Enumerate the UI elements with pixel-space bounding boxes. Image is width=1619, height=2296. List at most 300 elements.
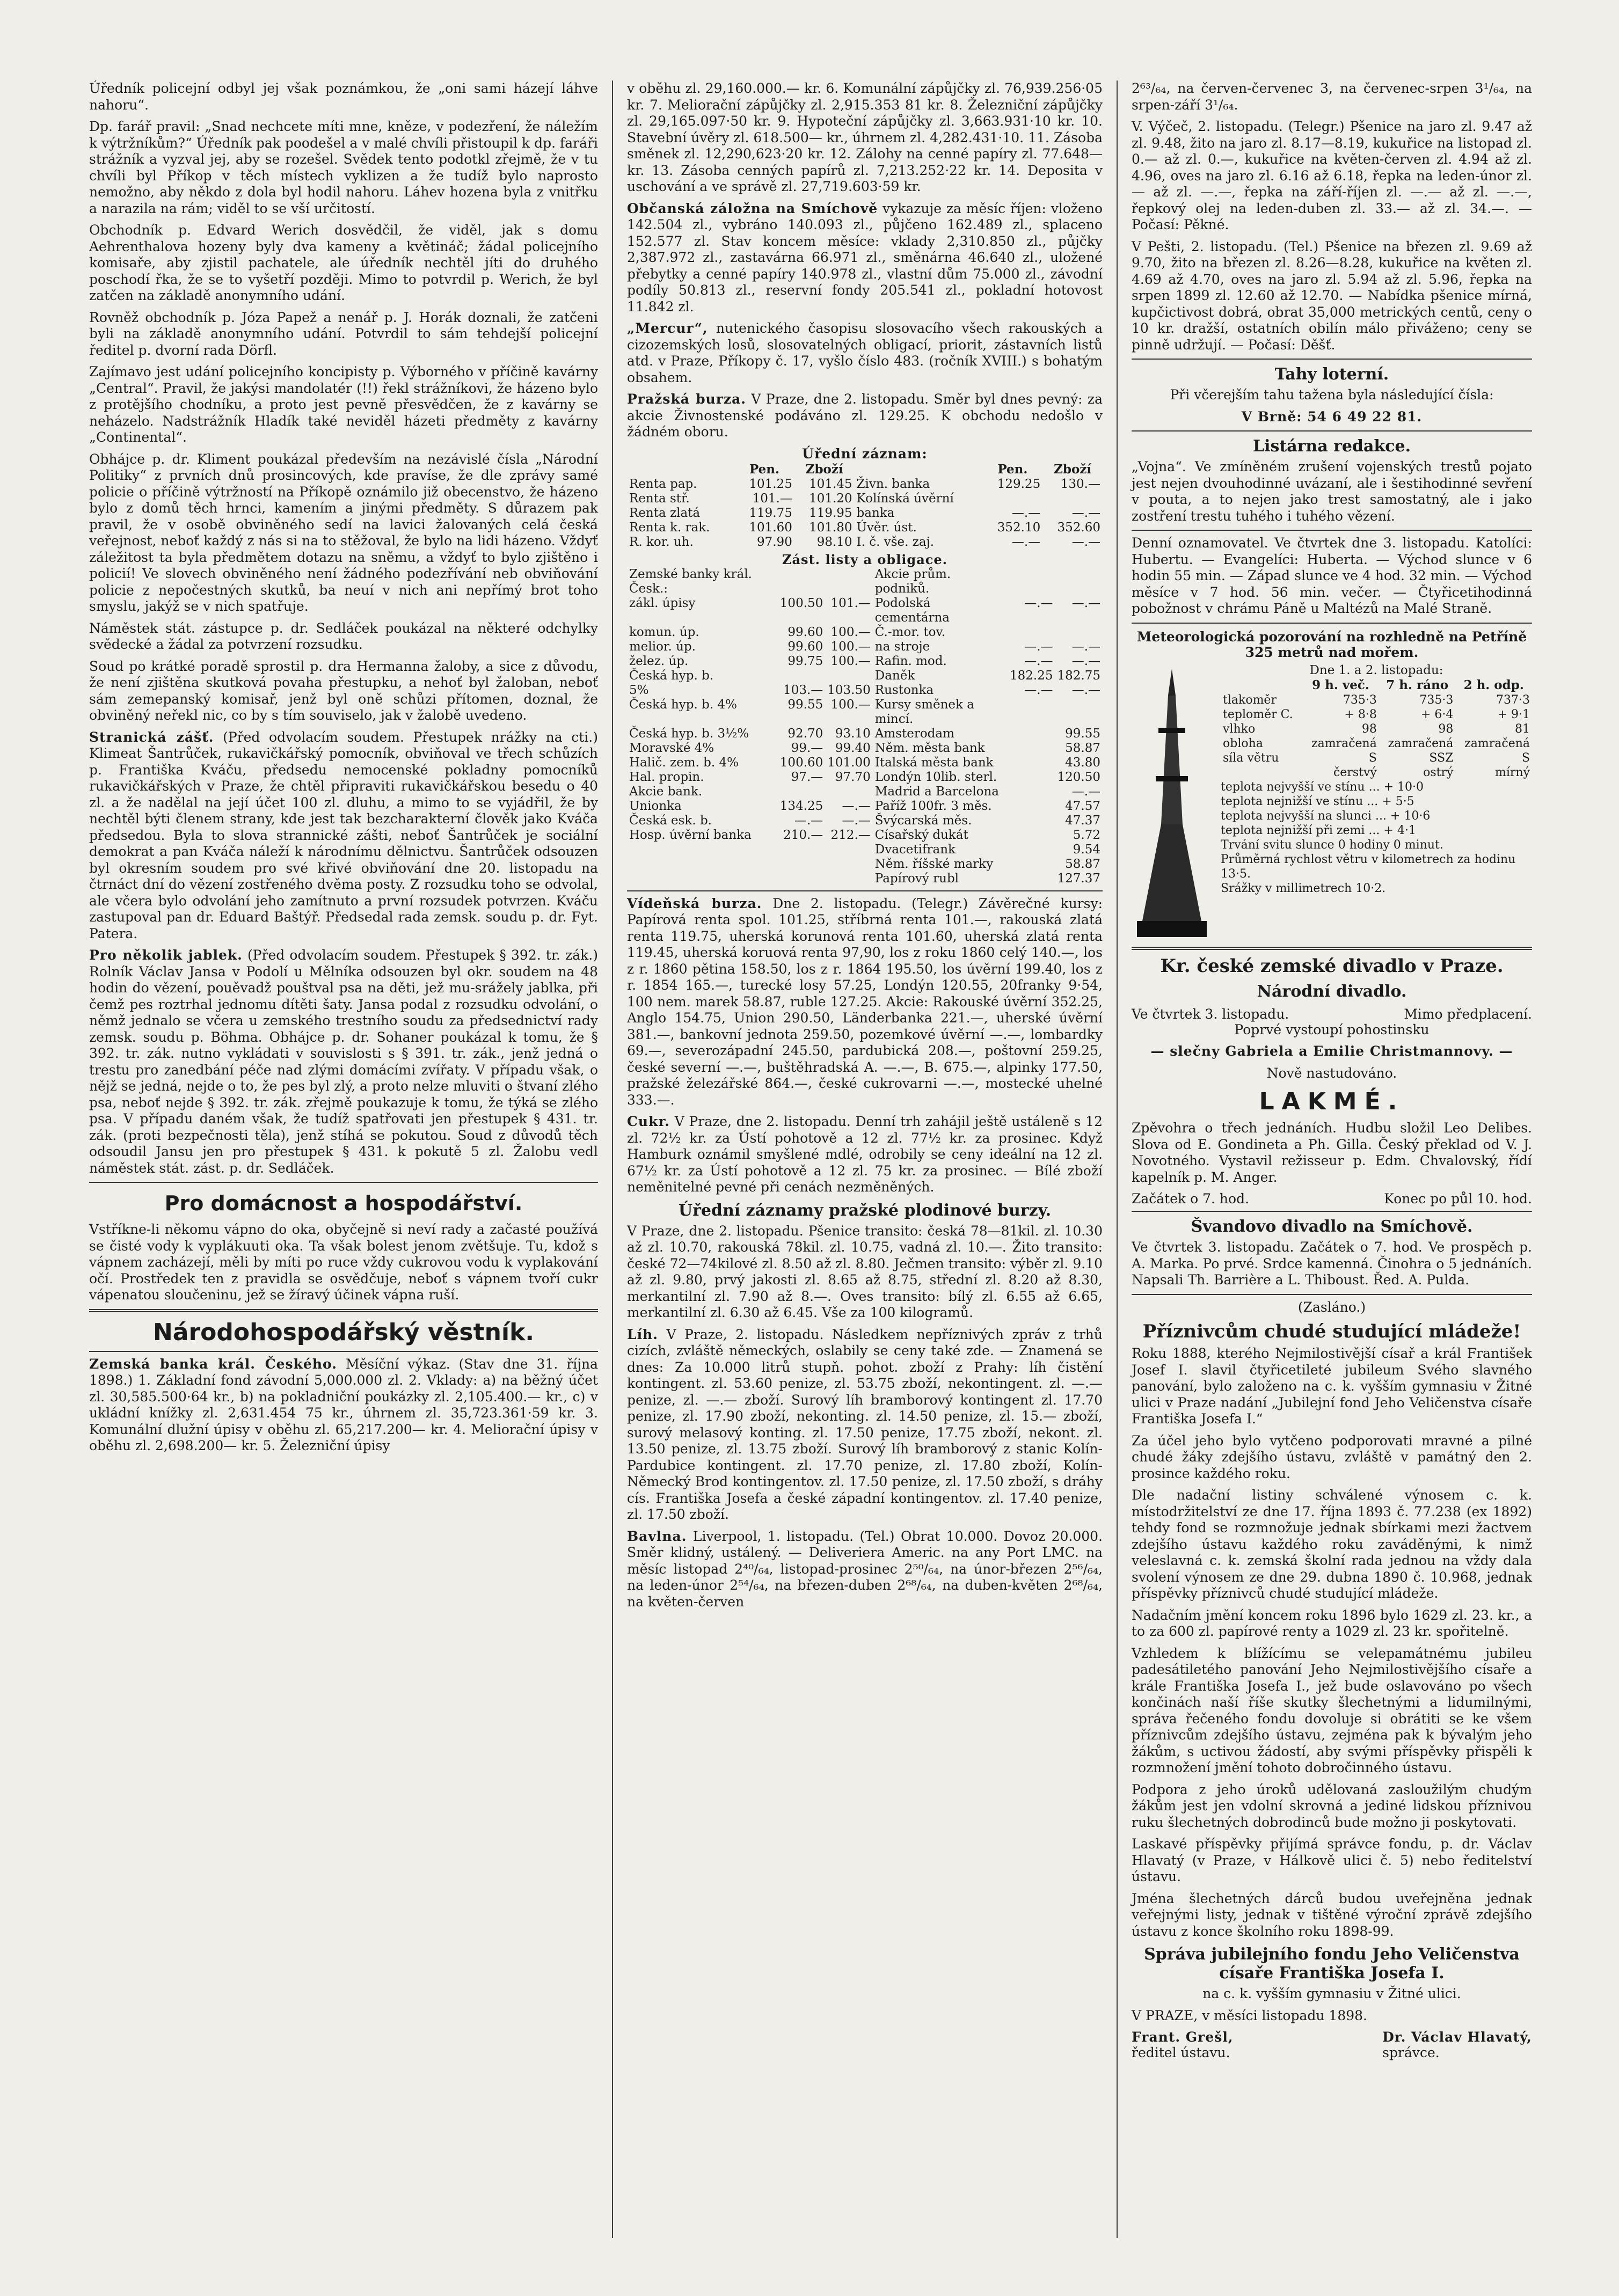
table-cell: 134.25 — [779, 799, 823, 813]
table-cell: 101.25 — [749, 477, 792, 491]
lottery-numbers: V Brně: 54 6 49 22 81. — [1241, 408, 1423, 425]
headline-sprava-fondu: Správa jubilejního fondu Jeho Veličenstva císaře Františka Josefa I. — [1144, 1945, 1520, 1983]
table-cell: 43.80 — [1065, 755, 1100, 770]
section-heading-vestnik: Národohospodářský věstník. — [152, 1318, 535, 1346]
table-row — [627, 785, 1103, 799]
paragraph: Náměstek stát. zástupce p. dr. Sedláček poukázal na některé odchylky svědecké a žádal za potvrzení rozsudku. — [89, 620, 598, 652]
observation-line: teplota nejnižší při zemi ... + 4·1 — [1221, 823, 1416, 837]
table-row — [627, 492, 1103, 506]
table-cell: 103.— — [783, 683, 823, 697]
article-bavlna — [627, 1529, 1103, 1611]
table-cell: —.— — [794, 813, 823, 828]
article-text: Liverpool, 1. listopadu. (Tel.) Obrat 10.000. Dovoz 20.000. Směr klidný, ustálený. — Deliveriera Americ. na any Port LMC. na měsíc listopad 2⁴⁰/₆₄, listopad-prosinec 2⁵⁰/₆₄, na únor-březen 2⁵⁶/₆₄, na leden-únor 2⁵⁴/₆₄, na březen-duben 2⁶⁸/₆₄, na duben-květen 2⁶⁸/₆₄, na květen-červen — [627, 1528, 1103, 1610]
table-cell — [1008, 843, 1055, 857]
table-cell — [778, 857, 825, 872]
table-row — [1221, 765, 1532, 780]
table-cell: želez. úp. — [629, 654, 689, 668]
observation-line: teplota nejnižší ve stínu ... + 5·5 — [1221, 794, 1414, 808]
table-title: Zást. listy a obligace. — [782, 551, 947, 567]
table-cell: 58.87 — [1065, 741, 1100, 755]
table-cell: 101.45 — [809, 477, 852, 491]
table-row — [627, 567, 1103, 596]
table-cell: 735·3 — [1343, 693, 1377, 707]
end-time: Konec po půl 10. hod. — [1384, 1191, 1532, 1207]
table-cell: 182.75 — [1057, 668, 1100, 683]
observation-data — [1221, 663, 1532, 896]
table-cell — [1008, 857, 1055, 872]
signature-name: Dr. Václav Hlavatý, — [1382, 2029, 1532, 2045]
table-row — [627, 872, 1103, 886]
table-cell — [825, 843, 872, 857]
table-cell: Renta zlatá — [629, 506, 701, 520]
table-cell: —.— — [1071, 596, 1100, 610]
table-cell: Něm. města bank — [874, 741, 985, 755]
table-cell: Akcie bank. — [629, 784, 703, 799]
table-cell: 100.— — [830, 625, 871, 639]
table-cell: 101.20 — [809, 491, 852, 506]
table-row — [627, 535, 1103, 550]
table-cell: 98 — [1361, 722, 1377, 736]
table-cell: 99.60 — [787, 625, 823, 639]
table-cell: Něm. říšské marky — [874, 857, 994, 871]
table-cell: Živn. banka — [856, 477, 930, 491]
article-text: V Praze, dne 2. listopadu. Denní trh zahájil ještě ustáleně s 12 zl. 72½ kr. za Ústí pohotově a 12 zl. 77½ kr. za prosinec. Když Hamburk oznámil smyšlené mdlé, odrobily se ceny ideální na 12 zl. 67½ kr. za Ústí pohotově a 12 zl. 75 kr. za prosinec. — Bílé zboží neměnitelné pevné při cenách nezměněných. — [627, 1114, 1103, 1195]
table-cell: 212.— — [830, 828, 871, 842]
observation-line: Průměrná rychlost větru v kilometrech za hodinu 13·5. — [1221, 852, 1516, 881]
table-cell — [1008, 756, 1055, 770]
table-cell: vlhko — [1223, 722, 1256, 736]
column-header: Pen. — [749, 462, 780, 477]
table-cell — [778, 567, 825, 596]
table-cell: Česká esk. b. — [629, 813, 712, 828]
table-cell — [825, 785, 872, 799]
headline-plodinova-burza: Úřední záznamy pražské plodinové burzy. — [678, 1201, 1052, 1220]
article-strany — [89, 729, 598, 942]
paragraph: Při včerejším tahu tažena byla následující čísla: — [1170, 387, 1494, 403]
table-row — [627, 814, 1103, 828]
table-cell — [1008, 828, 1055, 843]
table-cell: 99.40 — [835, 741, 871, 755]
table-cell — [627, 843, 778, 857]
article-jablek — [89, 947, 598, 1176]
table-cell: 129.25 — [997, 477, 1041, 491]
table-cell: 103.50 — [827, 683, 871, 697]
table-row — [1221, 736, 1532, 751]
table-cell: 735·3 — [1419, 693, 1454, 707]
divider — [1132, 1211, 1532, 1212]
table-cell — [1055, 625, 1103, 640]
petrin-tower-icon — [1132, 663, 1212, 942]
table-cell: 99.75 — [787, 654, 823, 668]
article-mercur — [627, 320, 1103, 386]
observation-line: Trvání svitu slunce 0 hodiny 0 minut. — [1221, 838, 1443, 852]
column-header: 9 h. več. — [1312, 677, 1369, 692]
column-1 — [75, 81, 612, 2238]
article-zemska-banka — [89, 1356, 598, 1454]
table-cell: melior. úp. — [629, 639, 696, 654]
paragraph: Vzhledem k blížícímu se velepamátnému jubileu padesátiletého panování Jeho Nejmilostivějšího císaře a krále Františka Josefa I., jež bude oslavováno po všech končinách naší říše skutky šlechetnými a lidumilnými, správa řečeného fondu dovoluje si obrátiti se ke všem příznivcům zdejšího ústavu, zejména pak k bývalým jeho žákům, s uctivou žádostí, aby svými příspěvky přispěli k rozmnožení jmění tohoto dobročinného ústavu. — [1132, 1645, 1532, 1775]
headline-prazska-burza: Pražská burza. — [627, 391, 747, 407]
table-row — [627, 770, 1103, 785]
article-text: Měsíční výkaz. (Stav dne 31. října 1898.) 1. Základní fond závodní 5,000.000 zl. 2. Vklady: a) na běžný účet zl. 30,585.500·64 kr., b) na pokladniční poukázky zl. 2,105.400.— kr., c) v ukládní knížky zl. 2,631.454 75 kr., úhrnem zl. 35,723.361·59 kr. 3. Komunální dlužní úpisy v oběhu zl. 65,217.200— kr. 4. Meliorační úpisy v oběhu zl. 2,698.200— kr. 5. Železniční úpisy — [89, 1356, 598, 1453]
table-cell: —.— — [1024, 654, 1053, 668]
divider — [1132, 1294, 1532, 1295]
table-cell: Rustonka — [874, 683, 934, 697]
table-cell — [627, 857, 778, 872]
table-cell — [778, 669, 825, 683]
observation-date: Dne 1. a 2. listopadu: — [1309, 663, 1443, 677]
table-cell: Kursy směnek a mincí. — [874, 697, 974, 726]
table-cell: —.— — [1024, 639, 1053, 654]
table-cell: 47.57 — [1065, 799, 1100, 813]
paragraph: Nadačním jmění koncem roku 1896 bylo 1629 zl. 23. kr., a to za 600 zl. papírové renty a 1029 zl. 23 kr. spořitelně. — [1132, 1607, 1532, 1639]
table-cell: + 6·4 — [1420, 707, 1454, 721]
paragraph: Za účel jeho bylo vytčeno podporovati mravné a pilné chudé žáky zdejšího ústavu, zvláště v památný den 2. prosince každého roku. — [1132, 1432, 1532, 1481]
table-cell: 100.— — [830, 639, 871, 654]
table-row — [627, 521, 1103, 535]
paragraph: Zajímavo jest udání policejního koncipisty p. Výborného v příčině kavárny „Central“. Pravil, že jakýsi mandolatér (!!) řekl strážníkovi, že házeno bylo z protějšího chodníku, a proto jest pevně přesvědčen, že z kavárny se neházelo. Nadstrážník Hladík také neviděl házeti předměty z kavárny „Continental“. — [89, 364, 598, 445]
headline-cukr: Cukr. — [627, 1114, 670, 1129]
table-cell — [1221, 765, 1302, 780]
table-cell: Dvacetifrank — [874, 842, 956, 857]
table-cell: 100.60 — [779, 755, 823, 770]
observation-line: teplota nejvyšší na slunci ... + 10·6 — [1221, 809, 1431, 823]
table-cell — [1008, 625, 1055, 640]
divider — [1132, 359, 1532, 360]
paragraph: Zpěvohra o třech jednáních. Hudbu složil Leo Delibes. Slova od E. Gondineta a Ph. Gilla. Český překlad od V. J. Novotného. Vystavil režisseur p. Edm. Chvalovský, řídí kapelník p. M. Anger. — [1132, 1120, 1532, 1185]
table-cell: 100.— — [830, 654, 871, 668]
table-cell: —.— — [1071, 683, 1100, 697]
meteo-block — [1132, 663, 1532, 942]
table-row — [627, 477, 1103, 492]
table-row — [627, 741, 1103, 756]
table-cell: + 9·1 — [1497, 707, 1530, 721]
table-cell: 5% — [629, 683, 649, 697]
table-cell: Švýcarská měs. — [874, 813, 972, 828]
headline-videnska-burza: Vídeňská burza. — [627, 895, 762, 911]
table-cell: tlakoměr — [1223, 693, 1277, 707]
headline-pro-nekolik-jablek: Pro několik jablek. — [89, 947, 243, 963]
table-cell: 101.80 — [809, 520, 852, 535]
paragraph: V Praze, dne 2. listopadu. Pšenice transito: česká 78—81kil. zl. 10.30 až zl. 10.70, rakouská 78kil. zl. 10.75, vadná zl. 10.—. Žito transito: české 72—74kilové zl. 8.50 až zl. 8.80. Ječmen transito: výběr zl. 9.10 až zl. 9.80, prvý jakosti zl. 8.65 až 8.75, střední zl. 8.20 až 8.30, merkantilní zl. 7.90 až 8.—. Oves transito: bílý zl. 6.55 až 6.65, merkantilní zl. 6.30 až 6.45. Vše za 100 kilogramů. — [627, 1223, 1103, 1320]
table-cell: 100.50 — [779, 596, 823, 610]
table-cell: 92.70 — [787, 726, 823, 741]
table-cell: Madrid a Barcelona — [874, 784, 999, 799]
table-cell: Rafin. mod. — [874, 654, 947, 668]
table-cell: Paříž 100fr. 3 měs. — [874, 799, 992, 813]
table-cell: 97.— — [791, 770, 823, 784]
observation-extra — [1221, 780, 1532, 896]
headline-lih: Líh. — [627, 1326, 658, 1342]
table-cell: Italská města bank — [874, 755, 994, 770]
table-cell: 98.10 — [816, 535, 852, 549]
table-cell: + 8·8 — [1344, 707, 1377, 721]
table-row — [627, 756, 1103, 770]
paragraph: v oběhu zl. 29,160.000.— kr. 6. Komunální zápůjčky zl. 76,939.256·05 kr. 7. Meliorační zápůjčky zl. 2,915.353 81 kr. 8. Železniční zápůjčky zl. 29,165.097·50 kr. 9. Hypoteční zápůjčky zl. 3,663.931·10 kr. 10. Stavební úvěry zl. 618.500— kr., úhrnem zl. 4,282.431·10. 11. Zásoba směnek zl. 12,290,623·20 kr. 12. Zálohy na cenné papíry zl. 77.648— kr. 13. Zásoba cenných papírů zl. 7,213.252·22 kr. 14. Deposita v uschování a ve správě zl. 27,719.603·59 kr. — [627, 81, 1103, 194]
theatre-date-row — [1132, 1006, 1532, 1022]
signature-role: správce. — [1382, 2045, 1440, 2060]
divider — [1132, 530, 1532, 531]
table-cell: Podolská cementárna — [874, 596, 950, 625]
article-text: vykazuje za měsíc říjen: vloženo 142.504 zl., vybráno 140.093 zl., půjčeno 162.489 zl., splaceno 152.577 zl. Stav koncem měsíce: vklady 2,310.850 zl., půjčky 2,387.972 zl., zastavárna 66.971 zl., směnárna 46.640 zl., uložené přebytky a cenné papíry 140.978 zl., vlastní dům 75.000 zl., závodní podíly 50.813 zl., reservní fondy 205.541 zl., pokladní hotovost 11.842 zl. — [627, 200, 1103, 315]
table-cell: —.— — [1071, 535, 1100, 549]
table-cell — [1008, 785, 1055, 799]
table-cell: banka — [856, 506, 895, 520]
column-header: Pen. — [997, 462, 1028, 477]
article-text: V Praze, 2. listopadu. Následkem nepříznivých zpráv z trhů cizích, zvláště německých, oslabily se ceny také zde. — Znamená se dnes: Za 10.000 litrů stupň. pohot. zboží z Prahy: líh čistění kontingent. zl. 53.60 penize, zl. 53.75 zboží, nekontingent. zl. —.— penize, zl. —.— zboží. Surový líh bramborový kontingent zl. 17.70 penize, zl. 17.90 zboží, nekonting. zl. 14.50 penize, zl. 15.— zboží, surový melasový konting. zl. 17.50 penize, 17.75 zboží, nekont. zl. 13.50 penize, zl. 13.75 zboží. Surový líh bramborový z stanic Kolín-Pardubice kontingent. zl. 17.70 penize, zl. 17.80 zboží, Kolín-Německý Brod kontingentov. zl. 17.50 penize, zl. 17.50 zboží, s dráhy cís. Františka Josefa a české západní kontingentov. zl. 17.40 penize, zl. 17.50 zboží. — [627, 1326, 1103, 1522]
paragraph: Obhájce p. dr. Kliment poukázal především na nezávislé čísla „Národní Politiky“ z prvních dnů prosincových, kde pravíse, že dle zprávy samé policie o příčině výtržností na Příkopě oznámilo již obecenstvo, že házeno bylo z domů těch hrnci, kamením a jinými předměty. S důrazem pak pravil, že v osobě obviněného sedí na lavici žalovaných celá česká veřejnost, neboť každý z nás si na to stěžoval, že bylo na lidi házeno. Vždyť záležitost ta byla předmětem dotazu na sněmu, a vždyť to bylo zjištěno i policií! Ve slovech obviněného není žádného podezřívání neb obviňování policie z nepočestných skutků, ba neuí v nich ani nepřímý brot toho smyslu, jakýž se v nich spatřuje. — [89, 451, 598, 614]
headline-stranicka-zast: Stranická zášť. — [89, 729, 214, 745]
table-cell: Amsterodam — [874, 726, 954, 741]
paragraph: V PRAZE, v měsíci listopadu 1898. — [1132, 2007, 1368, 2023]
paragraph: Nově nastudováno. — [1266, 1065, 1397, 1081]
table-cell — [778, 843, 825, 857]
paragraph: na c. k. vyšším gymnasiu v Žitné ulici. — [1202, 1986, 1461, 2001]
table-cell: 127.37 — [1057, 871, 1100, 886]
table-row — [627, 843, 1103, 857]
table-row — [627, 857, 1103, 872]
column-header: 2 h. odp. — [1463, 677, 1524, 692]
table-cell — [1055, 698, 1103, 727]
paragraph: Laskavé příspěvky přijímá správce fondu, p. dr. Václav Hlavatý (v Praze, v Hálkově ulici č. 5) nebo ředitelství ústavu. — [1132, 1836, 1532, 1884]
table-row — [627, 640, 1103, 654]
column-header — [627, 462, 734, 477]
table-cell: 101.— — [830, 596, 871, 610]
table-row — [627, 506, 1103, 521]
table-cell — [778, 785, 825, 799]
table-cell — [627, 872, 778, 886]
table-cell — [983, 492, 1043, 506]
divider — [1132, 947, 1532, 950]
table-cell: 47.37 — [1065, 813, 1100, 828]
table-cell: 210.— — [783, 828, 823, 842]
table-cell: 99.55 — [787, 697, 823, 712]
paragraph: Obchodník p. Edvard Werich dosvědčil, že viděl, jak s domu Aehrenthalova hozeny byly dva kameny a květináč; žádal policejního komisaře, aby zjistil pachatele, ale úředník nechtěl jíti do druhého poschodí řka, že se to vyšetří později. Mimo to potvrdil p. Werich, že byl zatčen na základě anonymního udání. — [89, 222, 598, 303]
theatre-time-row — [1132, 1191, 1532, 1207]
observation-line: teplota nejvyšší ve stínu ... + 10·0 — [1221, 780, 1424, 794]
table-cell: —.— — [1011, 535, 1041, 549]
table-row — [627, 654, 1103, 669]
paragraph: Ve čtvrtek 3. listopadu. Začátek o 7. hod. Ve prospěch p. A. Marka. Po prvé. Srdce kamenná. Činohra o 5 jednáních. Napsali Th. Barrière a L. Thiboust. Řed. A. Pulda. — [1132, 1239, 1532, 1288]
signature-left — [1132, 2029, 1234, 2060]
table-row — [1221, 707, 1532, 722]
paragraph: Rovněž obchodník p. Józa Papež a nenář p. J. Horák doznali, že zatčeni byli na základě anonymního udání. Potvrdil to sám tehdejší policejní ředitel p. dvorní rada Dörfl. — [89, 309, 598, 358]
table-cell: zákl. úpisy — [629, 596, 696, 610]
table-row — [1221, 751, 1532, 765]
theatre-date: Ve čtvrtek 3. listopadu. — [1132, 1006, 1289, 1022]
table-cell: 93.10 — [835, 726, 871, 741]
article-text: nutenického časopisu slosovacího všech rakouských a cizozemských losů, slosovatelných obligací, priorit, zástavních listů atd. v Praze, Příkopy č. 17, vyšlo číslo 483. (ročník XVIII.) s bohatým obsahem. — [627, 320, 1103, 385]
table-cell: mírný — [1494, 765, 1530, 779]
table-cell: 99.60 — [787, 639, 823, 654]
table-cell — [1008, 741, 1055, 756]
paragraph: „Vojna“. Ve zmíněném zrušení vojenských trestů pojato jest nejen dvouhodinné uvázaní, ale i šestihodinné sevření v pouta, a to nejen jako trest samostatný, ale i jako zostření trestu tuhého i tuhého vězení. — [1132, 459, 1532, 524]
table-cell: Daněk — [874, 668, 915, 683]
table-cell: ostrý — [1423, 765, 1454, 779]
table-cell: —.— — [1071, 506, 1100, 520]
table-cell — [825, 857, 872, 872]
signature-right — [1382, 2029, 1532, 2060]
table-cell: 99.— — [791, 741, 823, 755]
newspaper-page — [75, 81, 1546, 2238]
start-time: Začátek o 7. hod. — [1132, 1191, 1250, 1207]
paragraph: Roku 1888, kterého Nejmilostivější císař a král František Josef I. slavil čtyřicetileté jubileum Svého slavného panování, bylo založeno na c. k. vyšším gymnasiu v Žitné ulici v Praze nadání „Jubilejní fond Jeho Veličenstva císaře Františka Josefa I.“ — [1132, 1346, 1532, 1427]
table-cell: 737·3 — [1496, 693, 1530, 707]
theatre-subscription: Mimo předplacení. — [1404, 1006, 1532, 1022]
table-cell: —.— — [1071, 784, 1100, 799]
table-cell: Londýn 10lib. sterl. — [874, 770, 997, 784]
table-cell — [825, 669, 872, 683]
table-cell: —.— — [842, 799, 871, 813]
table-cell: Renta stř. — [629, 491, 690, 506]
headline-priznivcum: Příznivcům chudé studující mládeže! — [1142, 1321, 1521, 1342]
table-cell: zamračená — [1464, 736, 1530, 750]
headline-narodni-divadlo: Národní divadlo. — [1257, 982, 1407, 1001]
paragraph: Denní oznamovatel. Ve čtvrtek dne 3. listopadu. Katolíci: Hubertu. — Evangelíci: Huberta. — Východ slunce v 6 hodin 55 min. — Západ slunce ve 4 hod. 32 min. — Východ měsíce v 7 hod. 56 min. večer. — Čtyřicetihodinná pobožnost v chrámu Páně u Maltézů na Malé Straně. — [1132, 535, 1532, 616]
table-cell: Úvěr. úst. — [856, 520, 917, 535]
table-cell — [1008, 698, 1055, 727]
table-cell: 5.72 — [1073, 828, 1100, 842]
table-row — [627, 669, 1103, 683]
table-cell: na stroje — [874, 639, 930, 654]
table-cell: Hal. propin. — [629, 770, 704, 784]
headline-svandovo-divadlo: Švandovo divadlo na Smíchově. — [1191, 1217, 1473, 1236]
divider — [627, 890, 1103, 891]
table-cell: zamračená — [1311, 736, 1377, 750]
table-cell: Česká hyp. b. 4% — [629, 697, 737, 712]
zaslano-label: (Zasláno.) — [1297, 1299, 1366, 1315]
table-cell: 119.95 — [809, 506, 852, 520]
divider — [1132, 623, 1532, 624]
column-header: Zboží — [805, 462, 843, 477]
table-cell: —.— — [1071, 639, 1100, 654]
headline-mercur: „Mercur“, — [627, 320, 708, 336]
table-cell: 81 — [1515, 722, 1530, 736]
table-cell: Hosp. úvěrní banka — [629, 828, 752, 842]
table-cell: čerstvý — [1333, 765, 1377, 779]
table-cell: 101.60 — [749, 520, 792, 535]
table-title: Úřední záznam: — [802, 445, 928, 462]
article-prazska-burza — [627, 391, 1103, 441]
table-cell: zamračená — [1388, 736, 1454, 750]
table-cell: 98 — [1438, 722, 1454, 736]
bonds-table — [627, 567, 1103, 886]
table-cell: Renta k. rak. — [629, 520, 710, 535]
observation-table — [1221, 677, 1532, 780]
article-text: (Před odvolacím soudem. Přestupek nrážky na cti.) Klimeat Šantrůček, rukavičkářský pomocník, obviňoval ve třech schůzích p. Františka Kváču, předsedu nemocenské pokladny pomocníků rukavičkářských v Praze, že chtěl připraviti rukavičkářskou besedu o 40 zl. a že nadělal na její účet 100 zl. dluhu, a mimo to se vyjádřil, že by nechtěl býti členem strany, kde jest tak bezcharakterní člověk jako Kváča předsedou. Byla to slova strannické zášti, neboť Šantrůček je sociální demokrat a pan Kváča náleží k národnímu dělnictvu. Šantrůček odsouzen byl okresním soudem pro své křivé obviňování dne 20. listopadu na čtrnáct dní do vězení zostřeného dvěma posty. Z rozsudku toho se odvolal, ale včera bylo odvolání jeho zamítnuto a první rozsudek potvrzen. Kváču zastupoval pan dr. Eduard Baštýř. Předsedal rada zemsk. soudu p. dr. Fyt. Patera. — [89, 729, 598, 941]
table-cell: 182.25 — [1010, 668, 1053, 683]
table-row — [627, 799, 1103, 814]
signature-role: ředitel ústavu. — [1132, 2045, 1230, 2060]
table-cell: —.— — [1071, 654, 1100, 668]
headline-listarna: Listárna redakce. — [1252, 437, 1411, 456]
table-cell: 352.60 — [1057, 520, 1100, 535]
signatures — [1132, 2029, 1532, 2060]
table-cell: Halič. zem. b. 4% — [629, 755, 739, 770]
table-cell: obloha — [1223, 736, 1263, 750]
divider — [89, 1351, 598, 1352]
paragraph: Poprvé vystoupí pohostinsku — [1234, 1021, 1430, 1037]
table-cell — [825, 872, 872, 886]
headline-meteo: Meteorologická pozorování na rozhledně na Petříně 325 metrů nad mořem. — [1136, 628, 1527, 660]
table-cell: —.— — [1024, 596, 1053, 610]
table-cell: Akcie prům. podniků. — [874, 567, 951, 596]
table-cell: Č.-mor. tov. — [874, 625, 946, 639]
paragraph: Úředník policejní odbyl jej však poznámkou, že „oni sami házejí láhve nahoru“. — [89, 81, 598, 113]
headline-divadlo: Kr. české zemské divadlo v Praze. — [1160, 955, 1504, 977]
table-cell: Zemské banky král. Česk.: — [629, 567, 752, 596]
paragraph: Dle nadační listiny schválené výnosem c. k. místodržitelství ze dne 17. října 1893 č. 77.238 (ex 1892) tehdy fond se rozmnožuje jednak sbírkami mezi žactvem zdejšího ústavu každého roku zaváděnými, k nimž veleslavná c. k. zemská školní rada jednou na vždy dala svolení výnosem ze dne 29. dubna 1890 č. 10.968, jednak příspěvky příznivců chudé studující mládeže. — [1132, 1487, 1532, 1601]
paragraph: 2⁶³/₆₄, na červen-červenec 3, na červenec-srpen 3¹/₆₄, na srpen-září 3¹/₆₄. — [1132, 81, 1532, 113]
table-cell: 130.— — [1060, 477, 1100, 491]
table-row — [627, 828, 1103, 843]
table-cell — [1008, 814, 1055, 828]
column-header — [855, 462, 983, 477]
table-cell: 58.87 — [1065, 857, 1100, 871]
paragraph: — slečny Gabriela a Emilie Christmannovy. — — [1150, 1043, 1513, 1059]
paragraph: Dp. farář pravil: „Snad nechcete míti mne, kněze, v podezření, že náležím k výtržníkům?“ Úředník pak poodešel a v malé chvíli přistoupil k dp. faráři strážník a vyzval jej, aby se rozešel. Svědek tento podotkl zřejmě, že v tu chvíli byl Příkop v těch místech vyklizen a že tudíž bylo naprosto nemožno, aby někdo z dola byl hodil nahoru. Láhev hozena byla z vnitřku a narazila na rám; viděl to se vší určitostí. — [89, 119, 598, 216]
table-cell: síla větru — [1223, 751, 1279, 765]
article-videnska-burza — [627, 896, 1103, 1109]
table-cell: 99.55 — [1065, 726, 1100, 741]
table-cell: 9.54 — [1073, 842, 1100, 857]
table-cell — [778, 872, 825, 886]
table-cell: SSZ — [1429, 751, 1454, 765]
exchange-table — [627, 462, 1103, 550]
article-text: Dne 2. listopadu. (Telegr.) Závěrečné kursy: Papírová renta spol. 101.25, stříbrná renta 101.—, rakouská zlatá renta 119.75, uherská korunová renta 101.60, uherská zlatá renta 119.45, uherská koruová renta 97,90, los z roku 1860 celý 140.—, los z r. 1860 pětina 158.50, los z r. 1864 195.50, los úvěrní 199.40, los z r. 1854 165.—, turecké losy 57.25, Londýn 120.55, 20franky 9·54, 100 nem. marek 58.87, ruble 127.25. Akcie: Rakouské úvěrní 352.25, Anglo 154.75, Union 290.50, Länderbanka 221.—, uherské úvěrní 381.—, bankovní jednota 259.50, pozemkové úvěrní —.—, lombardky 69.—, severozápadní 245.50, pardubická 208.—, poštovní 259.25, české severní —.—, buštěhradská A. —.—, B. 675.—, alpinky 177.50, pražské železářské 864.—, české cukrovarni —.—, mostecké uhelné 333.—. — [627, 895, 1103, 1108]
opera-title: LAKMÉ. — [1259, 1088, 1405, 1115]
table-cell: 100.— — [830, 697, 871, 712]
table-cell: 101.— — [752, 491, 792, 506]
paragraph: Vstříkne-li někomu vápno do oka, obyčejně si neví rady a začasté používá se čisté vody k vyplákuuti oka. Ta však bolest jenom zvětšuje. Tu, kdož s vápnem zacházejí, měli by míti po ruce vždy cukrovou vodu k vyplakování očí. Prostředek ten z pravidla se osvědčuje, neboť s vápnem tvoří cukr vápenatou sloučeninu, jež se žíravý účinek vápna ruší. — [89, 1222, 598, 1303]
article-obcanska-zalozna — [627, 201, 1103, 316]
divider — [89, 1182, 598, 1183]
paragraph: Soud po krátké poradě sprostil p. dra Hermanna žaloby, a sice z důvodu, že není zjištěna skutková povaha přestupku, a nehoť byl žaloban, neboť sám zemepanský komisař, jenž byl oně schůzi přítomen, doznal, že obviněný neřekl nic, co by s tím souviselo, jak v žalobě uvedeno. — [89, 658, 598, 723]
article-text: V Praze, dne 2. listopadu. Směr byl dnes pevný: za akcie Živnostenské podáváno zl. 129.25. K obchodu nedošlo v žádném oboru. — [627, 391, 1103, 440]
table-cell — [1008, 799, 1055, 814]
table-cell — [825, 567, 872, 596]
table-cell: S — [1368, 751, 1377, 765]
table-cell: Císařský dukát — [874, 828, 968, 842]
headline-tahy-loterni: Tahy loterní. — [1274, 365, 1389, 384]
table-row — [1221, 693, 1532, 707]
article-lih — [627, 1327, 1103, 1523]
column-header: Zboží — [1054, 462, 1092, 477]
column-3 — [1117, 81, 1546, 2238]
table-row — [627, 698, 1103, 727]
divider — [1132, 430, 1532, 432]
paragraph: V Pešti, 2. listopadu. (Tel.) Pšenice na březen zl. 9.69 až 9.70, žito na březen zl. 8.26—8.28, kukuřice na květen zl. 4.69 až 4.70, oves na jaro zl. 5.94 až zl. 5.96, řepka na srpen 1899 zl. 12.60 až 12.70. — Nabídka pšenice mírná, kupčictivost dobrá, obrat 35,000 metrických centů, ceny o 10 kr. dražší, ostatních obilín málo přiváženo; ceny se pinně udržují. — Počasí: Děšť. — [1132, 238, 1532, 353]
column-header: 7 h. ráno — [1386, 677, 1449, 692]
table-row — [627, 727, 1103, 741]
table-cell — [1008, 727, 1055, 741]
headline-zemska-banka: Zemská banka král. Českého. — [89, 1356, 337, 1372]
section-heading-domacnost: Pro domácnost a hospodářství. — [164, 1191, 523, 1215]
divider — [89, 1309, 598, 1312]
table-cell: 97.90 — [756, 535, 792, 549]
table-cell: Česká hyp. b. 3½% — [629, 726, 749, 741]
table-cell — [1055, 567, 1103, 596]
table-cell: Kolínská úvěrní — [856, 491, 954, 506]
table-cell: komun. úp. — [629, 625, 699, 639]
paragraph: Jména šlechetných dárců budou uveřejněna jednak veřejnými listy, jednak v tištěné výroční zprávě zdejšího ústavu z konce školního roku 1898-99. — [1132, 1890, 1532, 1939]
paragraph: Podpora z jeho úroků udělovaná zasloužilým chudým žákům jest jen vdolní skrovná a jediné lidskou příznivou ruku šlechetných dobrodinců bude možno ji poskytovati. — [1132, 1781, 1532, 1830]
table-cell: Unionka — [629, 799, 682, 813]
table-cell — [1008, 770, 1055, 785]
column-2 — [612, 81, 1117, 2238]
table-row — [627, 596, 1103, 625]
table-cell — [1042, 492, 1103, 506]
